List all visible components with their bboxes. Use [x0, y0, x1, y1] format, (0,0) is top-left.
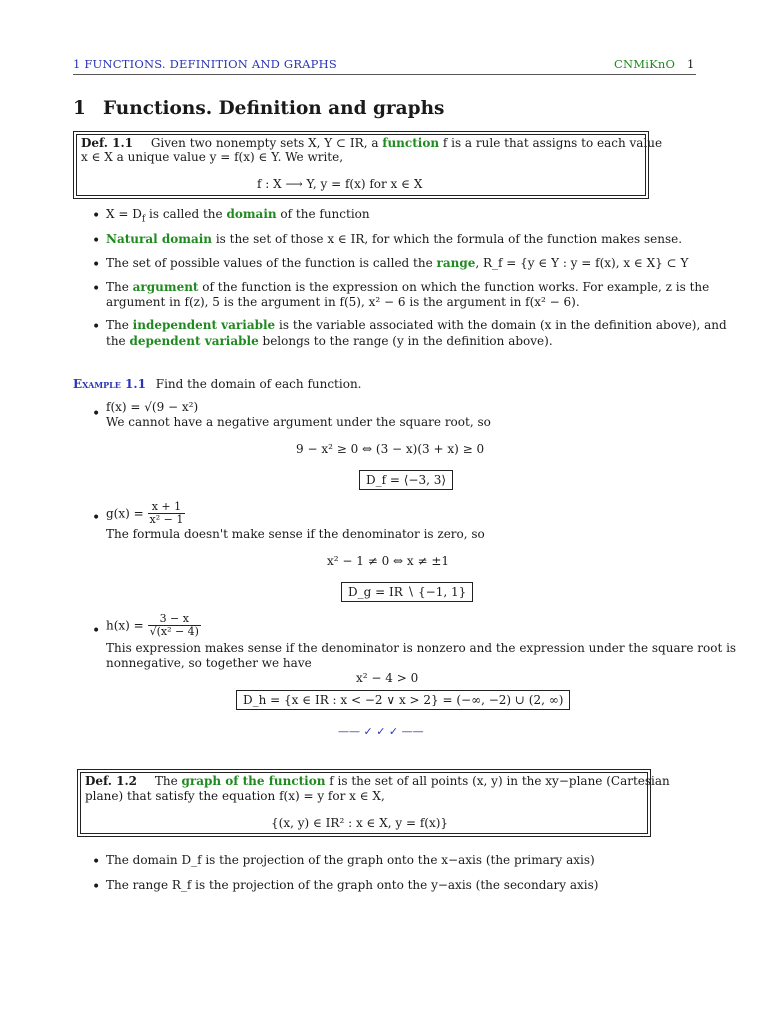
example-h-result: D_h = {x ∈ IR : x < −2 ∨ x > 2} = (−∞, −2) ∪ (2, ∞)	[236, 690, 570, 710]
example-f-equation: 9 − x² ≥ 0 ⇔ (3 − x)(3 + x) ≥ 0	[296, 442, 485, 456]
h-lhs: h(x) =	[106, 618, 144, 633]
text: is called the	[145, 207, 227, 221]
text: the	[106, 334, 130, 348]
def1-line2: x ∈ X a unique value y = f(x) ∈ Y. We write,	[81, 150, 344, 164]
bullet-dot: •	[92, 281, 101, 297]
example-f-definition: f(x) = √(9 − x²)	[106, 400, 199, 414]
example-end-mark: —— ✓ ✓ ✓ ——	[338, 725, 424, 738]
bullet-range	[106, 256, 688, 270]
text: The	[106, 280, 133, 294]
header-rule	[73, 74, 696, 75]
def2-text-pre: The	[154, 774, 182, 788]
def2-text-post: f is the set of all points (x, y) in the xy−plane (Cartesian	[325, 774, 670, 788]
section-title-text: Functions. Definition and graphs	[103, 98, 445, 119]
bullet-dot: •	[92, 233, 101, 249]
text: , R_f = {y ∈ Y : y = f(x), x ∈ X} ⊂ Y	[475, 256, 689, 270]
example-f-result: D_f = ⟨−3, 3⟩	[359, 470, 453, 490]
example-heading	[73, 377, 362, 391]
def1-text-pre: Given two nonempty sets X, Y ⊂ IR, a	[150, 136, 383, 150]
g-lhs: g(x) =	[106, 506, 144, 521]
bullet-dot: •	[92, 854, 101, 870]
bullet-independent-line2	[106, 334, 553, 348]
def1-label: Def. 1.1	[81, 136, 134, 150]
g-fraction	[148, 501, 186, 526]
example-g-result: D_g = IR ∖ {−1, 1}	[341, 582, 473, 602]
brand-text: CNMiKnO	[614, 57, 676, 71]
text: The set of possible values of the function is called the	[106, 256, 437, 270]
example-h-note-line2: nonnegative, so together we have	[106, 656, 312, 670]
def2-line1	[85, 774, 670, 788]
def2-label: Def. 1.2	[85, 774, 138, 788]
g-numerator: x + 1	[148, 501, 186, 514]
def2-formula: {(x, y) ∈ IR² : x ∈ X, y = f(x)}	[271, 816, 449, 830]
text: of the function	[276, 207, 370, 221]
text: The	[106, 318, 133, 332]
definition-box-2	[80, 772, 670, 834]
h-numerator: 3 − x	[148, 613, 201, 626]
term-argument: argument	[132, 280, 199, 294]
term-domain: domain	[226, 207, 277, 221]
def1-line1	[81, 136, 662, 150]
bullet-argument-line2: argument in f(z), 5 is the argument in f(5), x² − 6 is the argument in f(x² − 6).	[106, 295, 580, 309]
running-header-title: 1 FUNCTIONS. DEFINITION AND GRAPHS	[73, 57, 337, 71]
term-natural-domain: Natural domain	[106, 232, 212, 246]
bullet-range-projection: The range R_f is the projection of the graph onto the y−axis (the secondary axis)	[106, 878, 599, 892]
text: is the variable associated with the domain (x in the definition above), and	[275, 318, 727, 332]
example-h-equation: x² − 4 > 0	[356, 671, 419, 685]
def1-text-post: f is a rule that assigns to each value	[439, 136, 663, 150]
bullet-dot: •	[92, 510, 101, 526]
subscript: f	[141, 214, 146, 225]
bullet-dot: •	[92, 623, 101, 639]
definition-box-1	[76, 134, 663, 196]
term-dependent-variable: dependent variable	[129, 334, 259, 348]
bullet-independent-line1	[106, 318, 727, 332]
example-text: Find the domain of each function.	[155, 377, 362, 391]
bullet-domain-projection: The domain D_f is the projection of the graph onto the x−axis (the primary axis)	[106, 853, 595, 867]
page-number: 1	[687, 57, 695, 71]
g-denominator: x² − 1	[149, 513, 184, 526]
def1-term: function	[382, 136, 440, 150]
def1-formula: f : X ⟶ Y, y = f(x) for x ∈ X	[257, 177, 423, 191]
text: of the function is the expression on which the function works. For example, z is the	[198, 280, 710, 294]
example-f-note: We cannot have a negative argument under the square root, so	[106, 415, 491, 429]
example-h-note-line1: This expression makes sense if the denominator is nonzero and the expression under the square root is	[106, 641, 737, 655]
bullet-dot: •	[92, 257, 101, 273]
def2-line2: plane) that satisfy the equation f(x) = y for x ∈ X,	[85, 789, 385, 803]
running-header-brand	[614, 57, 695, 71]
section-number: 1	[73, 98, 86, 119]
bullet-dot: •	[92, 319, 101, 335]
h-denominator: √(x² − 4)	[149, 625, 199, 638]
term-independent-variable: independent variable	[132, 318, 276, 332]
example-g-equation: x² − 1 ≠ 0 ⇔ x ≠ ±1	[327, 554, 450, 568]
example-g-note: The formula doesn't make sense if the denominator is zero, so	[106, 527, 485, 541]
bullet-dot: •	[92, 406, 101, 422]
example-h-definition	[106, 613, 201, 638]
bullet-natural-domain	[106, 232, 682, 246]
text: is the set of those x ∈ IR, for which the formula of the function makes sense.	[212, 232, 683, 246]
term-range: range	[436, 256, 476, 270]
bullet-dot: •	[92, 879, 101, 895]
def2-term: graph of the function	[181, 774, 326, 788]
bullet-domain	[106, 207, 370, 224]
example-label: Example 1.1	[73, 377, 146, 391]
bullet-argument-line1	[106, 280, 709, 294]
h-fraction	[148, 613, 201, 638]
text: X = D	[106, 207, 142, 221]
section-title	[73, 98, 444, 119]
text: belongs to the range (y in the definition above).	[258, 334, 553, 348]
example-g-definition	[106, 501, 185, 526]
bullet-dot: •	[92, 208, 101, 224]
